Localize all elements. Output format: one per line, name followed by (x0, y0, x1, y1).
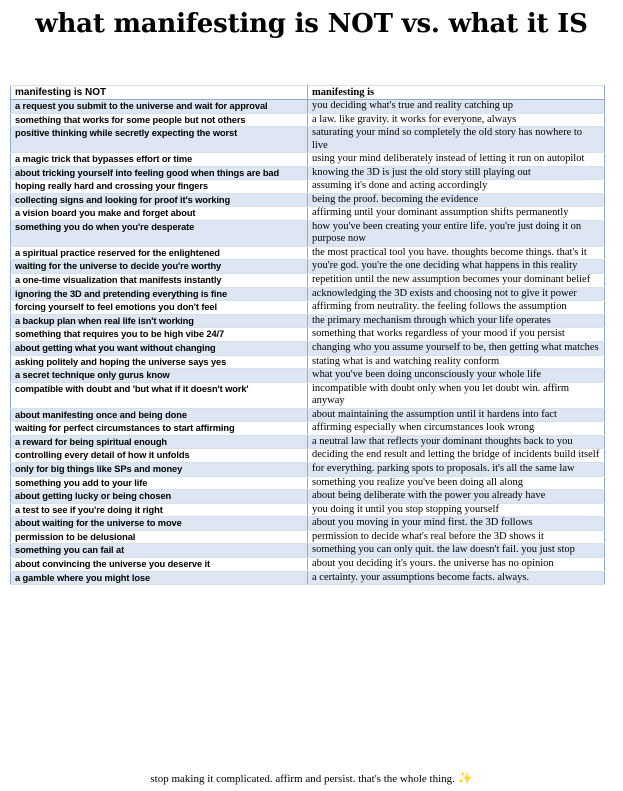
cell-manifesting-is-not: something you can fail at (11, 544, 308, 558)
table-row (11, 571, 605, 585)
table-row (11, 530, 605, 544)
table-row (11, 544, 605, 558)
cell-manifesting-is: affirming from neutrality. the feeling follows the assumption (308, 301, 605, 315)
cell-manifesting-is-not: positive thinking while secretly expecting the worst (11, 127, 308, 153)
cell-manifesting-is: how you've been creating your entire life. you're just doing it on purpose now (308, 220, 605, 246)
cell-manifesting-is-not: a backup plan when real life isn't working (11, 314, 308, 328)
cell-manifesting-is: about being deliberate with the power you already have (308, 490, 605, 504)
cell-manifesting-is-not: something that works for some people but not others (11, 113, 308, 127)
cell-manifesting-is-not: about getting what you want without changing (11, 341, 308, 355)
column-header-is: manifesting is (308, 86, 605, 100)
cell-manifesting-is-not: a test to see if you're doing it right (11, 503, 308, 517)
cell-manifesting-is: about you moving in your mind first. the 3D follows (308, 517, 605, 531)
cell-manifesting-is: a certainty. your assumptions become facts. always. (308, 571, 605, 585)
cell-manifesting-is: about maintaining the assumption until it hardens into fact (308, 408, 605, 422)
table-row (11, 462, 605, 476)
cell-manifesting-is-not: about getting lucky or being chosen (11, 490, 308, 504)
cell-manifesting-is: using your mind deliberately instead of letting it run on autopilot (308, 153, 605, 167)
cell-manifesting-is: affirming especially when circumstances look wrong (308, 422, 605, 436)
cell-manifesting-is: affirming until your dominant assumption shifts permanently (308, 207, 605, 221)
cell-manifesting-is-not: a magic trick that bypasses effort or time (11, 153, 308, 167)
cell-manifesting-is: acknowledging the 3D exists and choosing not to give it power (308, 287, 605, 301)
cell-manifesting-is: repetition until the new assumption becomes your dominant belief (308, 273, 605, 287)
cell-manifesting-is-not: something that requires you to be high vibe 24/7 (11, 328, 308, 342)
table-row (11, 193, 605, 207)
cell-manifesting-is-not: a one-time visualization that manifests instantly (11, 273, 308, 287)
table-row (11, 422, 605, 436)
cell-manifesting-is: deciding the end result and letting the bridge of incidents build itself (308, 449, 605, 463)
cell-manifesting-is: you're god. you're the one deciding what happens in this reality (308, 260, 605, 274)
cell-manifesting-is-not: about manifesting once and being done (11, 408, 308, 422)
cell-manifesting-is: you deciding what's true and reality catching up (308, 100, 605, 114)
cell-manifesting-is: assuming it's done and acting accordingly (308, 180, 605, 194)
cell-manifesting-is-not: about convincing the universe you deserve it (11, 558, 308, 572)
table-row (11, 558, 605, 572)
cell-manifesting-is-not: a spiritual practice reserved for the enlightened (11, 246, 308, 260)
table-row (11, 100, 605, 114)
table-row (11, 503, 605, 517)
cell-manifesting-is-not: a gamble where you might lose (11, 571, 308, 585)
table-row (11, 207, 605, 221)
table-row (11, 113, 605, 127)
cell-manifesting-is: incompatible with doubt only when you let doubt win. affirm anyway (308, 382, 605, 408)
footer-note (0, 770, 623, 787)
cell-manifesting-is-not: collecting signs and looking for proof it's working (11, 193, 308, 207)
table-header-row (11, 86, 605, 100)
column-header-not: manifesting is NOT (11, 86, 308, 100)
cell-manifesting-is-not: a request you submit to the universe and wait for approval (11, 100, 308, 114)
table-row (11, 382, 605, 408)
sparkle-icon: ✨ (457, 771, 473, 785)
page-title: what manifesting is NOT vs. what it IS (35, 9, 588, 39)
comparison-table (10, 85, 605, 585)
cell-manifesting-is: changing who you assume yourself to be, then getting what matches (308, 341, 605, 355)
table-row (11, 153, 605, 167)
table-row (11, 127, 605, 153)
cell-manifesting-is: being the proof. becoming the evidence (308, 193, 605, 207)
table-row (11, 449, 605, 463)
table-row (11, 273, 605, 287)
cell-manifesting-is-not: about waiting for the universe to move (11, 517, 308, 531)
table-row (11, 328, 605, 342)
cell-manifesting-is: for everything. parking spots to proposals. it's all the same law (308, 462, 605, 476)
cell-manifesting-is-not: only for big things like SPs and money (11, 462, 308, 476)
table-row (11, 166, 605, 180)
cell-manifesting-is: about you deciding it's yours. the universe has no opinion (308, 558, 605, 572)
table-row (11, 287, 605, 301)
cell-manifesting-is-not: forcing yourself to feel emotions you don't feel (11, 301, 308, 315)
cell-manifesting-is: saturating your mind so completely the old story has nowhere to live (308, 127, 605, 153)
table-row (11, 301, 605, 315)
cell-manifesting-is-not: a vision board you make and forget about (11, 207, 308, 221)
cell-manifesting-is: the most practical tool you have. thoughts become things. that's it (308, 246, 605, 260)
cell-manifesting-is: something you can only quit. the law doesn't fail. you just stop (308, 544, 605, 558)
cell-manifesting-is: stating what is and watching reality conform (308, 355, 605, 369)
cell-manifesting-is-not: ignoring the 3D and pretending everything is fine (11, 287, 308, 301)
cell-manifesting-is: a law. like gravity. it works for everyone, always (308, 113, 605, 127)
table-row (11, 408, 605, 422)
cell-manifesting-is-not: something you do when you're desperate (11, 220, 308, 246)
table-row (11, 369, 605, 383)
cell-manifesting-is: knowing the 3D is just the old story still playing out (308, 166, 605, 180)
cell-manifesting-is: something you realize you've been doing all along (308, 476, 605, 490)
cell-manifesting-is-not: a secret technique only gurus know (11, 369, 308, 383)
cell-manifesting-is-not: waiting for perfect circumstances to start affirming (11, 422, 308, 436)
table-row (11, 517, 605, 531)
cell-manifesting-is: something that works regardless of your mood if you persist (308, 328, 605, 342)
table-row (11, 180, 605, 194)
cell-manifesting-is-not: something you add to your life (11, 476, 308, 490)
table-row (11, 246, 605, 260)
table-row (11, 220, 605, 246)
cell-manifesting-is: the primary mechanism through which your life operates (308, 314, 605, 328)
cell-manifesting-is-not: asking politely and hoping the universe says yes (11, 355, 308, 369)
cell-manifesting-is: what you've been doing unconsciously your whole life (308, 369, 605, 383)
table-body (11, 100, 605, 585)
cell-manifesting-is-not: waiting for the universe to decide you're worthy (11, 260, 308, 274)
cell-manifesting-is: permission to decide what's real before the 3D shows it (308, 530, 605, 544)
cell-manifesting-is-not: controlling every detail of how it unfolds (11, 449, 308, 463)
cell-manifesting-is: a neutral law that reflects your dominant thoughts back to you (308, 435, 605, 449)
cell-manifesting-is-not: a reward for being spiritual enough (11, 435, 308, 449)
comparison-table-container (10, 85, 604, 585)
table-row (11, 355, 605, 369)
table-row (11, 260, 605, 274)
cell-manifesting-is-not: about tricking yourself into feeling good when things are bad (11, 166, 308, 180)
footer-text: stop making it complicated. affirm and persist. that's the whole thing. (150, 773, 455, 785)
table-row (11, 341, 605, 355)
table-row (11, 476, 605, 490)
cell-manifesting-is-not: hoping really hard and crossing your fingers (11, 180, 308, 194)
table-row (11, 490, 605, 504)
cell-manifesting-is-not: compatible with doubt and 'but what if it doesn't work' (11, 382, 308, 408)
table-row (11, 314, 605, 328)
cell-manifesting-is: you doing it until you stop stopping yourself (308, 503, 605, 517)
table-row (11, 435, 605, 449)
cell-manifesting-is-not: permission to be delusional (11, 530, 308, 544)
